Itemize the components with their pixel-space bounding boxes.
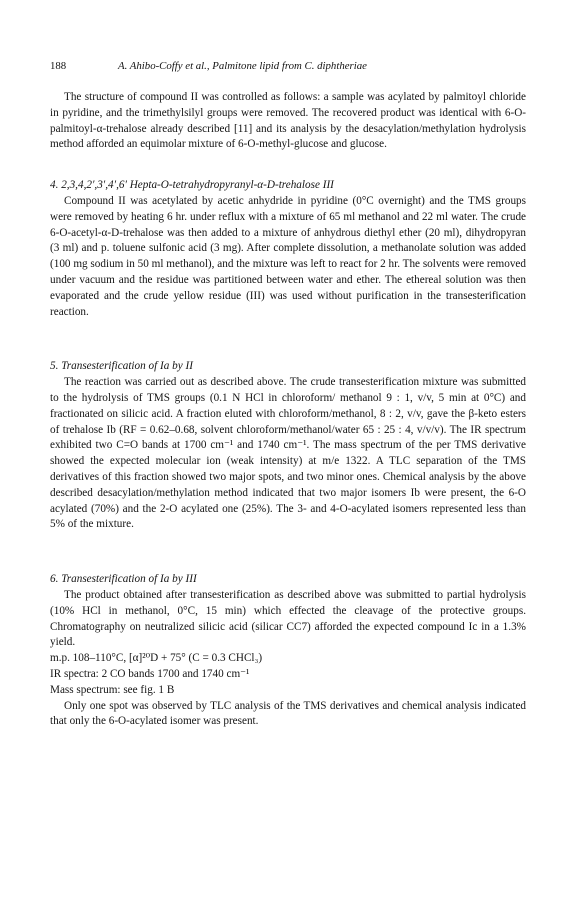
- melting-point-line: m.p. 108–110°C, [α]²⁰D + 75° (C = 0.3 CHCl₃): [50, 652, 263, 665]
- section-heading-4: 4. 2,3,4,2′,3′,4′,6′ Hepta-O-tetrahydropyranyl-α-D-trehalose III: [50, 179, 334, 192]
- running-header: [50, 58, 526, 74]
- page-number: 188: [50, 60, 67, 72]
- paragraph-structure-control: The structure of compound II was controlled as follows: a sample was acylated by palmitoyl chloride in pyridine, and the trimethylsilyl groups were removed. The recovered product was identical with 6-O-palmitoyl-α-trehalose already described [11] and its analysis by the desacylation/methylation hydrolysis method afforded an equimolar mixture of 6-O-methyl-glucose and glucose.: [50, 91, 526, 151]
- section-heading-6: 6. Transesterification of Ia by III: [50, 573, 197, 586]
- section-heading-5: 5. Transesterification of Ia by II: [50, 360, 193, 373]
- paragraph-section-6: The product obtained after transesterification as described above was submitted to partial hydrolysis (10% HCl in methanol, 0°C, 15 min) which effected the cleavage of the protective groups. Chromatography on neutralized silicic acid (silicar CC7) afforded the expected compound Ic in a 1.3% yield.: [50, 588, 526, 649]
- running-title: A. Ahibo-Coffy et al., Palmitone lipid from C. diphtheriae: [118, 60, 367, 72]
- paragraph-conclusion: Only one spot was observed by TLC analysis of the TMS derivatives and chemical analysis indicated that only the 6-O-acylated isomer was present.: [50, 699, 526, 728]
- mass-spectrum-line: Mass spectrum: see fig. 1 B: [50, 683, 175, 696]
- paragraph-section-5: The reaction was carried out as described above. The crude transesterification mixture was submitted to the hydrolysis of TMS groups (0.1 N HCl in chloroform/ methanol 9 : 1, v/v, 5 min at 0°C) and fractionated on silicic acid. A fraction eluted with chloroform/methanol, 8 : 2, v/v, gave the β-keto esters of trehalose Ib (RF = 0.62–0.68, solvent chloroform/methanol/water 65 : 25 : 4, v/v/v). The IR spectrum exhibited two C=O bands at 1700 cm⁻¹ and 1740 cm⁻¹. The mass spectrum of the per TMS derivative showed the expected molecular ion (weak intensity) at m/e 1322. A TLC separation of the TMS derivatives of this fraction showed two major spots, and two minor ones. Chemical analysis by the above described desacylation/methylation method indicated that two major isomers Ib were present, the 6-O acylated (70%) and the 2-O acylated one (25%). The 3- and 4-O-acylated isomers represented less than 5% of the mixture.: [50, 376, 526, 531]
- ir-spectra-line: IR spectra: 2 CO bands 1700 and 1740 cm⁻¹: [50, 667, 250, 680]
- article-body: [50, 90, 526, 730]
- paragraph-section-4: Compound II was acetylated by acetic anhydride in pyridine (0°C overnight) and the TMS groups were removed by heating 6 hr. under reflux with a mixture of 65 ml methanol and 22 ml water. The crude 6-O-acetyl-α-D-trehalose was then added to a mixture of anhydrous diethyl ether (20 ml), dihydropyran (3 ml) and p. toluene sulfonic acid (3 mg). After complete dissolution, a methanolate solution was added (100 mg sodium in 50 ml methanol), and the mixture was left to react for 2 hr. The solvents were removed under vacuum and the residue was partitioned between water and ether. The ethereal solution was then evaporated and the crude yellow residue (III) was used without purification in the transesterification reaction.: [50, 194, 526, 318]
